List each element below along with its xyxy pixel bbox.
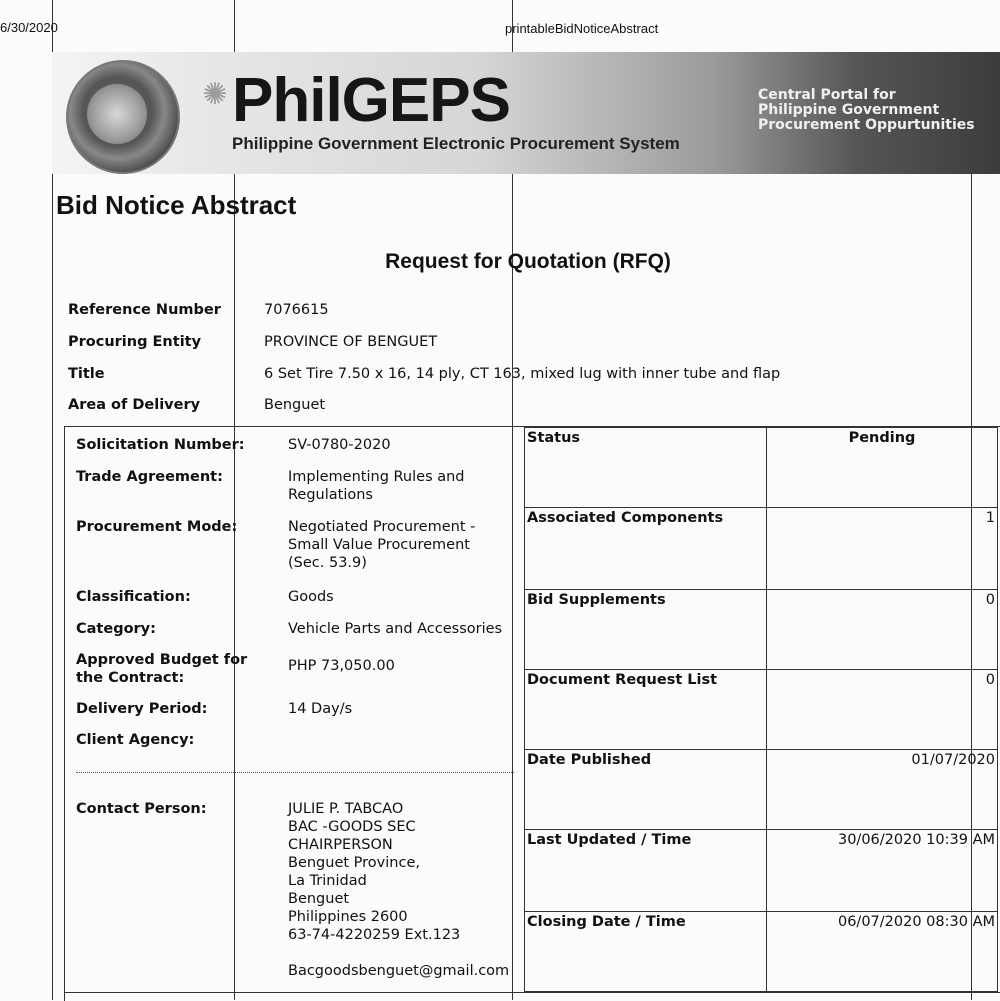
value-line: (Sec. 53.9) xyxy=(288,555,367,571)
label-line: the Contract: xyxy=(76,670,185,686)
contact-line: Benguet xyxy=(288,891,350,907)
procurement-mode-value xyxy=(288,518,475,572)
area-of-delivery-value: Benguet xyxy=(264,397,326,413)
area-of-delivery-label: Area of Delivery xyxy=(68,397,201,413)
value-line: Small Value Procurement xyxy=(288,537,470,553)
trade-agreement-label: Trade Agreement: xyxy=(76,469,223,485)
divider xyxy=(76,772,514,773)
procuring-entity-label: Procuring Entity xyxy=(68,334,202,350)
associated-components-value: 1 xyxy=(767,508,998,590)
value-line: Regulations xyxy=(288,487,373,503)
tagline-line: Procurement Oppurtunities xyxy=(758,117,975,133)
sun-icon: ✺ xyxy=(202,77,228,112)
title-value: 6 Set Tire 7.50 x 16, 14 ply, CT 163, mixed lug with inner tube and flap xyxy=(264,366,781,382)
last-updated-value: 30/06/2020 10:39 AM xyxy=(767,830,998,912)
contact-line: CHAIRPERSON xyxy=(288,837,393,853)
trade-agreement-value xyxy=(288,468,465,504)
table-row xyxy=(525,428,998,508)
print-date: 6/30/2020 xyxy=(0,20,58,35)
tagline-line: Philippine Government xyxy=(758,102,940,118)
category-label: Category: xyxy=(76,621,156,637)
contact-line: Philippines 2600 xyxy=(288,909,408,925)
classification-value: Goods xyxy=(288,589,334,605)
associated-components-label: Associated Components xyxy=(525,508,767,590)
contact-line: JULIE P. TABCAO xyxy=(288,801,404,817)
table-row xyxy=(525,508,998,590)
bid-supplements-value: 0 xyxy=(767,590,998,670)
closing-date-value: 06/07/2020 08:30 AM xyxy=(767,912,998,992)
last-updated-label: Last Updated / Time xyxy=(525,830,767,912)
solicitation-number-value: SV-0780-2020 xyxy=(288,437,391,453)
table-row xyxy=(525,912,998,992)
value-line: Implementing Rules and xyxy=(288,469,465,485)
date-published-value: 01/07/2020 xyxy=(767,750,998,830)
bottom-border xyxy=(64,992,1000,993)
table-row xyxy=(525,670,998,750)
status-value: Pending xyxy=(767,428,998,508)
contact-line: BAC -GOODS SEC xyxy=(288,819,416,835)
solicitation-number-label: Solicitation Number: xyxy=(76,437,245,453)
page-title: Bid Notice Abstract xyxy=(56,190,297,220)
label-line: Approved Budget for xyxy=(76,652,248,668)
table-row xyxy=(525,750,998,830)
classification-label: Classification: xyxy=(76,589,191,605)
procurement-mode-label: Procurement Mode: xyxy=(76,519,238,535)
client-agency-label: Client Agency: xyxy=(76,732,195,748)
category-value: Vehicle Parts and Accessories xyxy=(288,621,503,637)
tagline-line: Central Portal for xyxy=(758,87,896,103)
logo-subtitle: Philippine Government Electronic Procurement System xyxy=(232,134,680,153)
contact-person-label: Contact Person: xyxy=(76,801,207,817)
philgeps-logo: PhilGEPS xyxy=(232,66,510,135)
title-label: Title xyxy=(68,366,105,382)
bid-supplements-label: Bid Supplements xyxy=(525,590,767,670)
contact-person-value xyxy=(288,800,509,980)
contact-line: 63-74-4220259 Ext.123 xyxy=(288,927,461,943)
procuring-entity-value: PROVINCE OF BENGUET xyxy=(264,334,438,350)
table-row xyxy=(525,830,998,912)
reference-number-label: Reference Number xyxy=(68,302,221,318)
date-published-label: Date Published xyxy=(525,750,767,830)
status-table xyxy=(524,427,998,992)
status-label: Status xyxy=(525,428,767,508)
document-request-list-value: 0 xyxy=(767,670,998,750)
delivery-period-value: 14 Day/s xyxy=(288,701,353,717)
contact-line: La Trinidad xyxy=(288,873,367,889)
approved-budget-label xyxy=(76,651,247,687)
value-line: Negotiated Procurement - xyxy=(288,519,476,535)
contact-email-link[interactable]: Bacgoodsbenguet@gmail.com xyxy=(288,963,510,979)
globe-icon xyxy=(87,84,147,144)
closing-date-label: Closing Date / Time xyxy=(525,912,767,992)
approved-budget-value: PHP 73,050.00 xyxy=(288,658,395,674)
contact-line: Benguet Province, xyxy=(288,855,420,871)
document-request-list-label: Document Request List xyxy=(525,670,767,750)
section-title: Request for Quotation (RFQ) xyxy=(385,250,671,273)
table-row xyxy=(525,590,998,670)
reference-number-value: 7076615 xyxy=(264,302,329,318)
delivery-period-label: Delivery Period: xyxy=(76,701,208,717)
print-page-title: printableBidNoticeAbstract xyxy=(505,21,659,36)
tagline xyxy=(758,88,975,133)
